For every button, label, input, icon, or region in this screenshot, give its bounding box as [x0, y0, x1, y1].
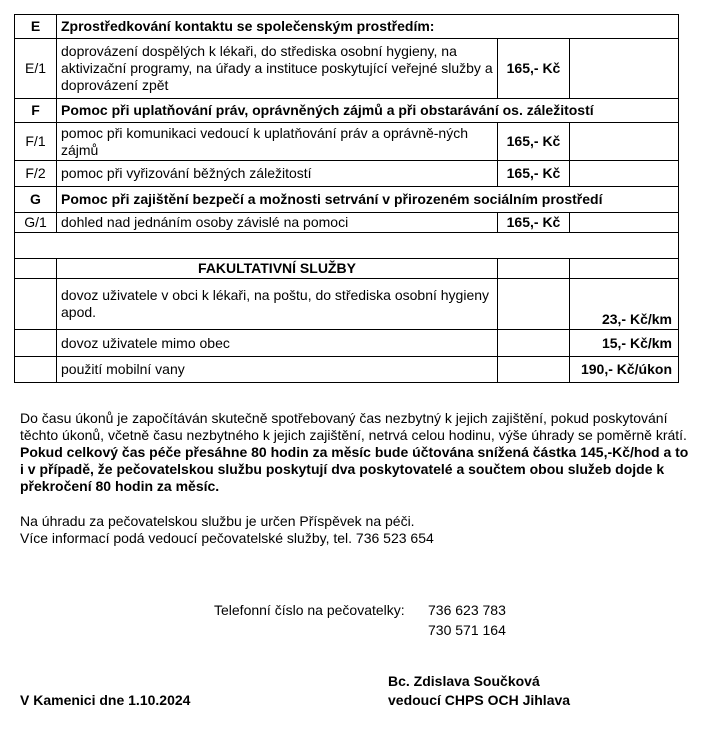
row-price: 15,- Kč/km: [570, 330, 679, 357]
row-text: dohled nad jednáním osoby závislé na pomoci: [57, 213, 498, 233]
signer-role: vedoucí CHPS OCH Jihlava: [388, 692, 571, 708]
empty-cell: [570, 259, 679, 279]
note-bold-paragraph: Pokud celkový čas péče přesáhne 80 hodin za měsíc bude účtována snížená částka 145,-Kč/hod a to i v případě, že pečovatelskou službu poskytují dva poskytovatelé a součtem obou služeb dojde k překročení 80 hodin za měsíc.: [20, 444, 689, 494]
section-code: E: [15, 15, 57, 39]
signer-name: Bc. Zdislava Součková: [388, 673, 540, 689]
section-title: Pomoc při zajištění bezpečí a možnosti setrvání v přirozeném sociálním prostředí: [57, 187, 679, 213]
empty-cell: [570, 123, 679, 161]
table-row: [15, 39, 679, 99]
empty-cell: [15, 279, 57, 330]
empty-cell: [15, 259, 57, 279]
row-text: dovoz uživatele mimo obec: [57, 330, 498, 357]
empty-cell: [570, 161, 679, 187]
table-row: [15, 330, 679, 357]
row-price: 165,- Kč: [498, 161, 570, 187]
row-text: pomoc při komunikaci vedoucí k uplatňování práv a oprávně-ných zájmů: [57, 123, 498, 161]
row-price: 190,- Kč/úkon: [570, 357, 679, 383]
empty-cell: [570, 213, 679, 233]
empty-cell: [498, 357, 570, 383]
empty-cell: [15, 357, 57, 383]
fakultativni-title: FAKULTATIVNÍ SLUŽBY: [57, 259, 498, 279]
section-code: G: [15, 187, 57, 213]
empty-cell: [498, 279, 570, 330]
empty-cell: [570, 39, 679, 99]
row-code: F/1: [15, 123, 57, 161]
row-code: F/2: [15, 161, 57, 187]
table-row: [15, 357, 679, 383]
row-code: G/1: [15, 213, 57, 233]
empty-cell: [498, 259, 570, 279]
note-line: Na úhradu za pečovatelskou službu je určen Příspěvek na péči.: [20, 513, 415, 529]
row-text: dovoz uživatele v obci k lékaři, na poštu, do střediska osobní hygieny apod.: [57, 279, 498, 330]
phone-number: 730 571 164: [428, 622, 506, 638]
table-row: [15, 187, 679, 213]
table-row: [15, 259, 679, 279]
section-title: Zprostředkování kontaktu se společenským prostředím:: [57, 15, 679, 39]
section-code: F: [15, 99, 57, 123]
phone-number: 736 623 783: [428, 602, 506, 618]
notes: [20, 410, 690, 547]
price-table: [14, 14, 679, 383]
table-row: [15, 213, 679, 233]
table-row: [15, 99, 679, 123]
table-row: [15, 279, 679, 330]
row-price: 165,- Kč: [498, 39, 570, 99]
empty-cell: [15, 330, 57, 357]
row-price: 23,- Kč/km: [570, 279, 679, 330]
note-paragraph: Do času úkonů je započítáván skutečně spotřebovaný čas nezbytný k jejich zajištění, pokud poskytování těchto úkonů, včetně času nezbytného k jejich zajištění, netrvá celou hodinu, výše úhrady se poměrně krátí.: [20, 410, 687, 443]
place-date: V Kamenici dne 1.10.2024: [20, 692, 191, 708]
note-line: Více informací podá vedoucí pečovatelské služby, tel. 736 523 654: [20, 530, 434, 546]
section-title: Pomoc při uplatňování práv, oprávněných zájmů a při obstarávání os. záležitostí: [57, 99, 679, 123]
table-row: [15, 123, 679, 161]
table-row: [15, 161, 679, 187]
phone-label: Telefonní číslo na pečovatelky:: [214, 602, 405, 618]
row-price: 165,- Kč: [498, 213, 570, 233]
table-row: [15, 233, 679, 259]
row-price: 165,- Kč: [498, 123, 570, 161]
row-code: E/1: [15, 39, 57, 99]
row-text: pomoc při vyřizování běžných záležitostí: [57, 161, 498, 187]
row-text: doprovázení dospělých k lékaři, do střediska osobní hygieny, na aktivizační programy, na úřady a instituce poskytující veřejné služby a doprovázení zpět: [57, 39, 498, 99]
empty-row: [15, 233, 679, 259]
row-text: použití mobilní vany: [57, 357, 498, 383]
table-row: [15, 15, 679, 39]
empty-cell: [498, 330, 570, 357]
